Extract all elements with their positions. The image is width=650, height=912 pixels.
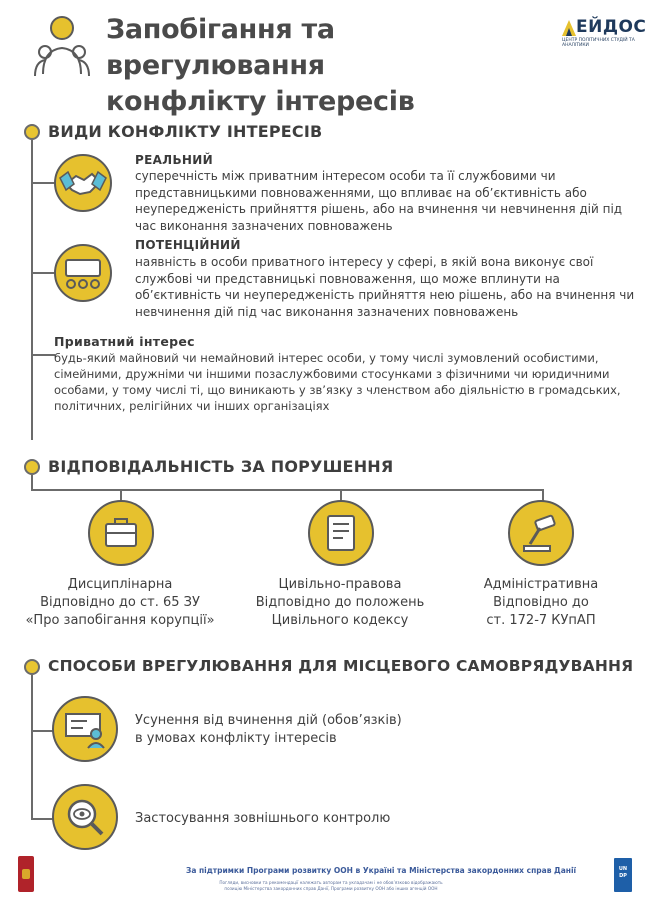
type-text-real: суперечність між приватним інтересом особи та її службовими чи представницькими повноваженнями, що впливає на об’єктивність або неупередженість прийняття рішень, або на вчинення чи невчинення дій під час виконання зазначених повноважень — [135, 169, 623, 233]
footer-disclaimer: Погляди, висновки та рекомендації належать авторам та укладачам і не обов’язково відображають позицію Міністерства закордонних справ Данії, Програми розвитку ООН або інших агенцій ООН — [219, 880, 443, 891]
header-people-icon — [33, 14, 91, 86]
responsibility-basis: Відповідно до ст. 65 ЗУ — [40, 595, 200, 610]
page-title-line2: конфлікту інтересів — [106, 86, 415, 117]
teacher-board-icon — [52, 696, 118, 762]
section-line — [31, 140, 33, 440]
footer-support-text: За підтримки Програми розвитку ООН в Україні та Міністерства закордонних справ Данії — [186, 866, 577, 875]
logo-subtitle: ЦЕНТР ПОЛІТИЧНИХ СТУДІЙ ТА АНАЛІТИКИ — [562, 38, 635, 48]
responsibility-bar — [31, 489, 544, 491]
undp-logo — [614, 858, 632, 892]
magnifier-eye-icon — [52, 784, 118, 850]
section-line — [31, 675, 33, 820]
type-title-potential: ПОТЕНЦІЙНИЙ — [135, 238, 241, 252]
method-recusal-line2: в умовах конфлікту інтересів — [135, 731, 337, 746]
responsibility-civil — [240, 576, 440, 630]
method-recusal — [135, 712, 615, 748]
responsibility-basis: Відповідно до положень — [255, 595, 425, 610]
responsibility-basis-detail: Цивільного кодексу — [271, 613, 409, 628]
section-heading-types: ВИДИ КОНФЛІКТУ ІНТЕРЕСІВ — [48, 122, 323, 141]
section-dot — [24, 124, 40, 140]
handshake-icon — [54, 154, 112, 212]
type-title-real: РЕАЛЬНИЙ — [135, 153, 213, 167]
section-dot — [24, 659, 40, 675]
document-icon — [308, 500, 374, 566]
gavel-icon — [508, 500, 574, 566]
private-interest-text: будь-який майновий чи немайновий інтерес особи, у тому числі зумовлений особистими, сімейними, дружніми чи іншими позаслужбовими стосунками з фізичними чи юридичними особами, у тому числі ті, що виникають у зв’язку з членством або діяльністю в громадських, політичних, релігійних чи інших організаціях — [54, 351, 621, 413]
responsibility-administrative — [446, 576, 636, 630]
responsibility-name: Адміністративна — [483, 577, 599, 592]
logo-text: ЕЙДОС — [576, 17, 647, 37]
connector — [31, 818, 53, 820]
section-line — [31, 475, 33, 490]
connector — [31, 182, 55, 184]
responsibility-name: Дисциплінарна — [67, 577, 173, 592]
ukraine-emblem — [18, 856, 34, 892]
responsibility-basis: Відповідно до — [493, 595, 589, 610]
briefcase-icon — [88, 500, 154, 566]
method-external-control: Застосування зовнішнього контролю — [135, 811, 391, 826]
type-text-potential: наявність в особи приватного інтересу у сфері, в якій вона виконує свої службові чи представницькі повноваження, що може вплинути на об’єктивність чи неупередженість прийняття нею рішень, або на вчинення чи невчинення дій під час виконання зазначених повноважень — [135, 255, 635, 319]
responsibility-name: Цивільно-правова — [278, 577, 402, 592]
section-dot — [24, 459, 40, 475]
private-interest-title: Приватний інтерес — [54, 334, 195, 349]
page-title-line1: Запобігання та врегулювання — [106, 14, 335, 81]
method-recusal-line1: Усунення від вчинення дій (обов’язків) — [135, 713, 402, 728]
connector — [31, 730, 53, 732]
section-heading-methods: СПОСОБИ ВРЕГУЛЮВАННЯ ДЛЯ МІСЦЕВОГО САМОВРЯДУВАННЯ — [48, 657, 634, 675]
section-heading-responsibility: ВІДПОВІДАЛЬНІСТЬ ЗА ПОРУШЕННЯ — [48, 457, 394, 476]
connector — [31, 272, 55, 274]
page-title — [106, 12, 556, 120]
responsibility-basis-detail: «Про запобігання корупції» — [25, 613, 215, 628]
responsibility-basis-detail: ст. 172-7 КУпАП — [486, 613, 596, 628]
people-table-icon — [54, 244, 112, 302]
connector — [31, 354, 55, 356]
responsibility-disciplinary — [20, 576, 220, 630]
